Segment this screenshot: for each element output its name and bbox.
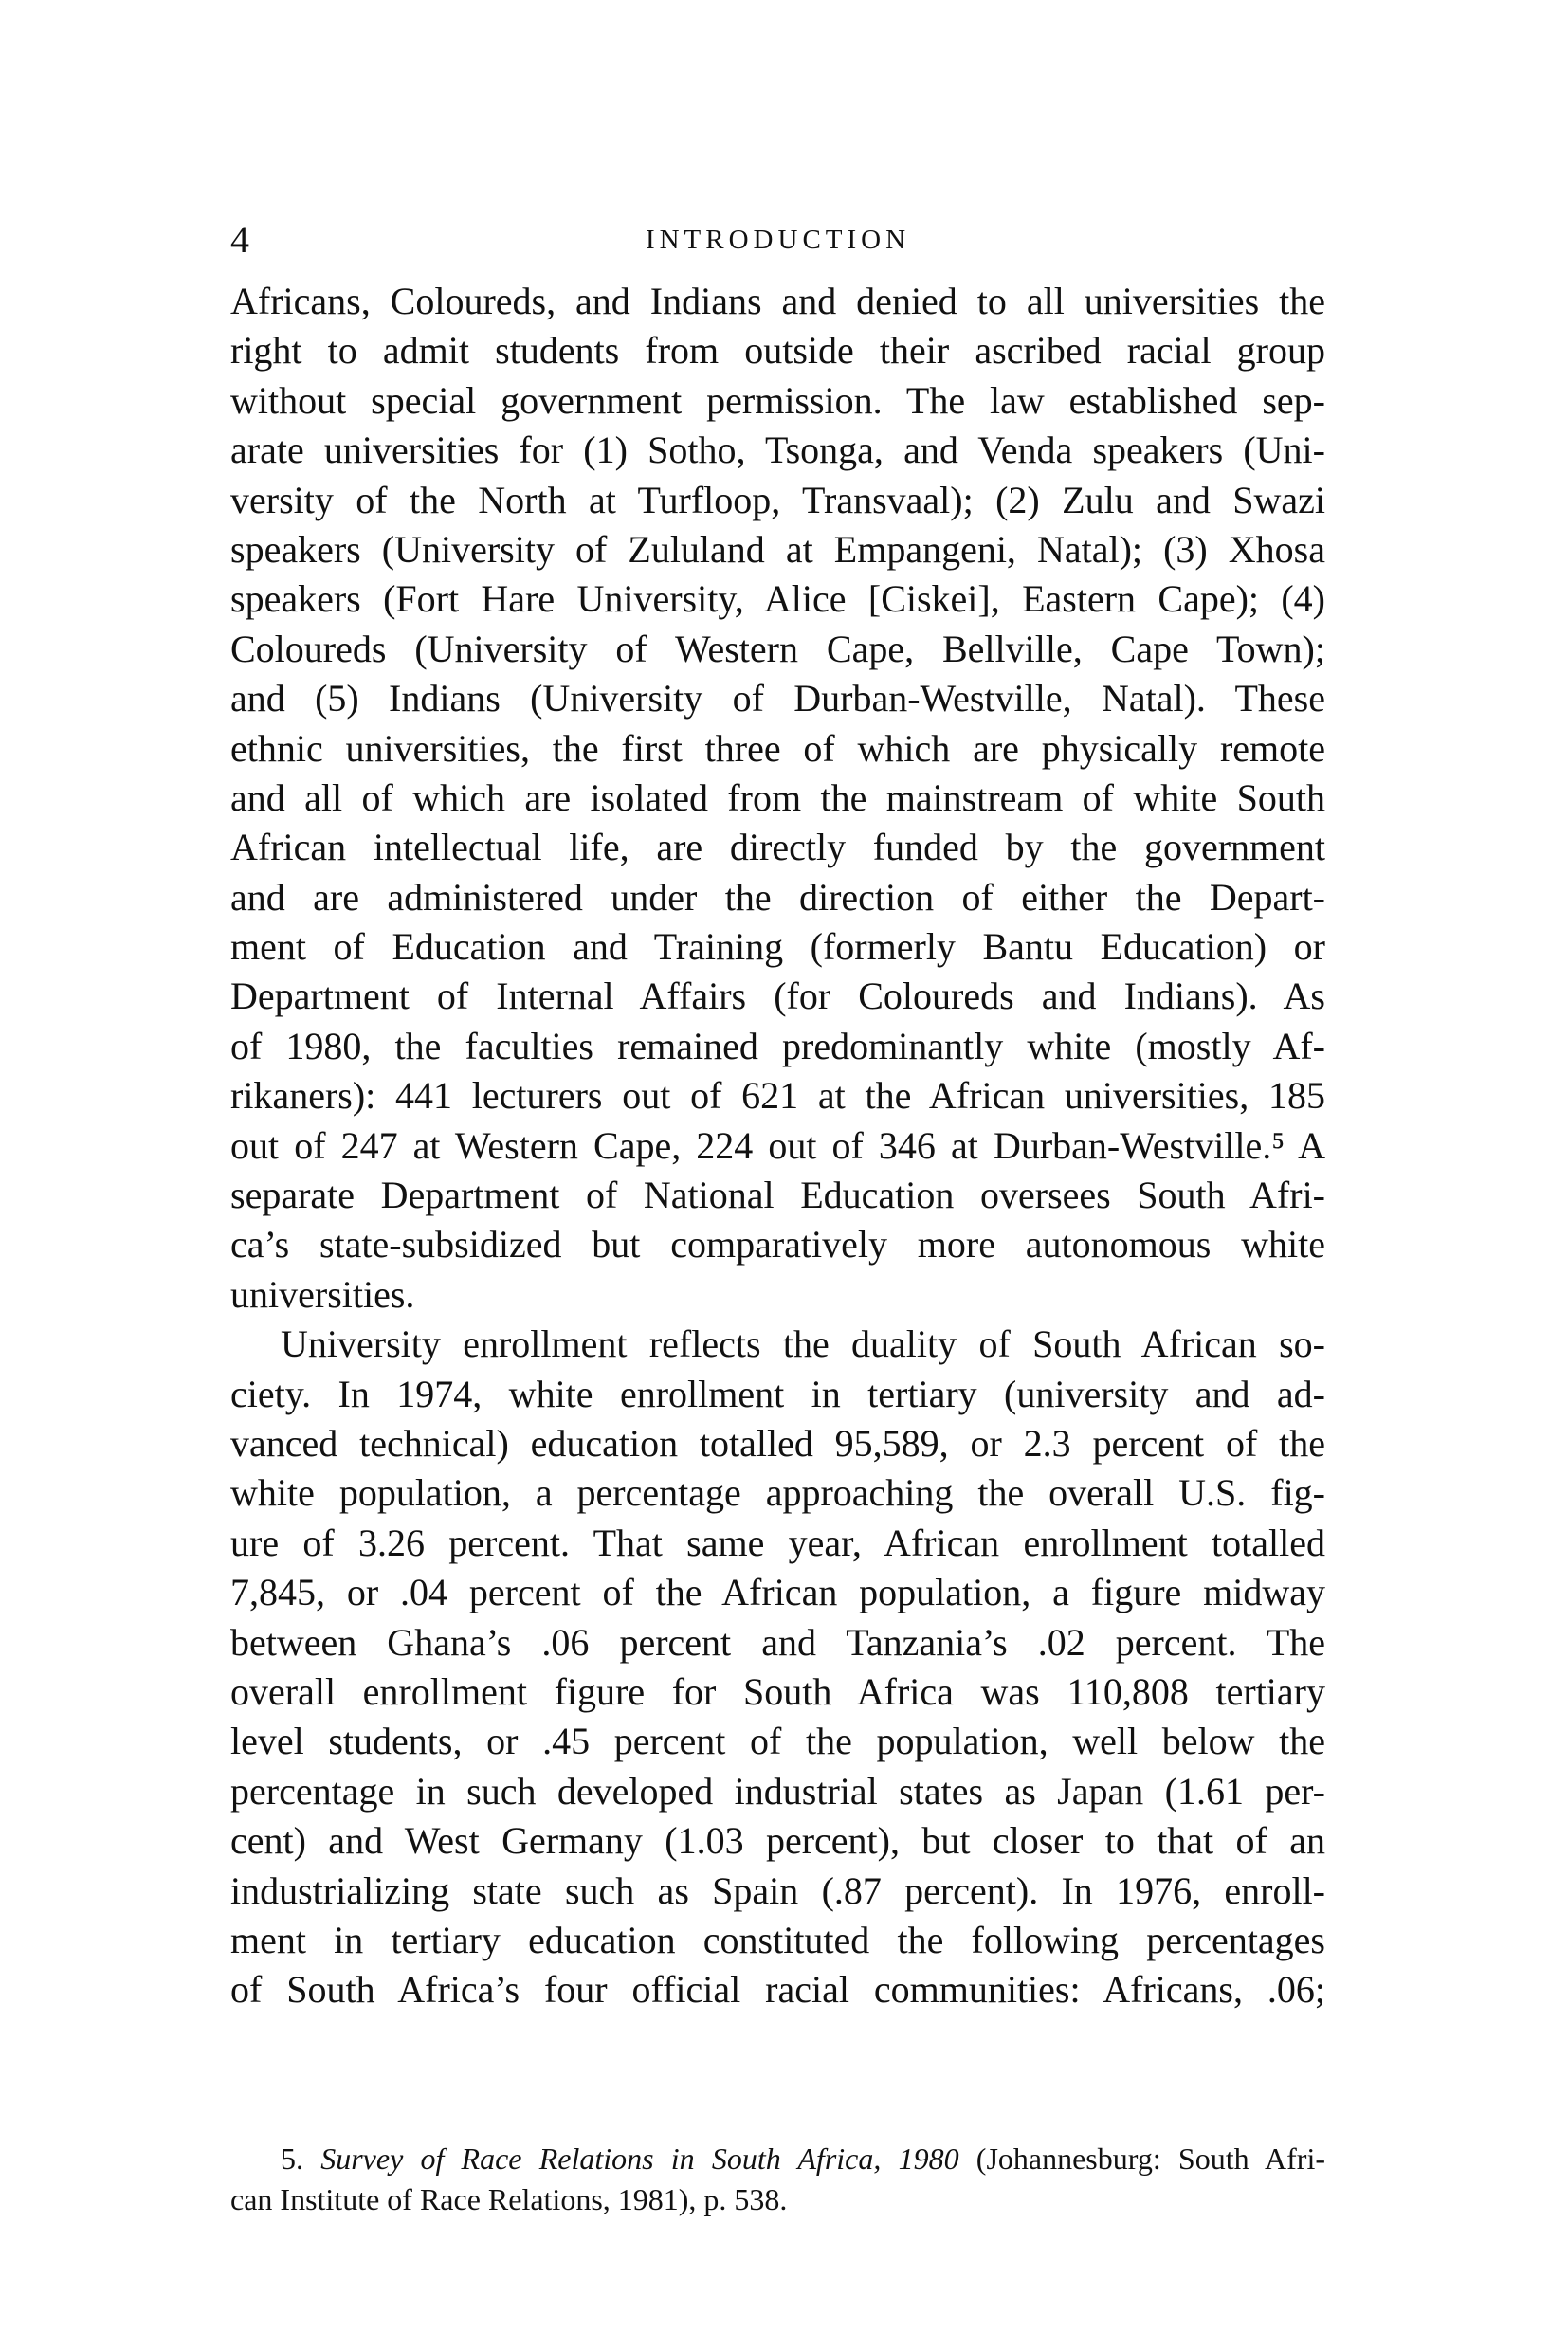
text-line: percentage in such developed industrial states as Japan (1.61 per- — [230, 1769, 1325, 1813]
text-line: level students, or .45 percent of the population, well below the — [230, 1720, 1325, 1763]
text-line: ure of 3.26 percent. That same year, African enrollment totalled — [230, 1521, 1325, 1564]
text-line: industrializing state such as Spain (.87 percent). In 1976, enroll- — [230, 1868, 1325, 1912]
text-line: right to admit students from outside their ascribed racial group — [230, 329, 1325, 373]
text-line: speakers (University of Zululand at Empangeni, Natal); (3) Xhosa — [230, 527, 1325, 571]
text-line: versity of the North at Turfloop, Transvaal); (2) Zulu and Swazi — [230, 478, 1325, 521]
text-line: ment of Education and Training (formerly Bantu Education) or — [230, 925, 1325, 969]
text-line: ment in tertiary education constituted the following percentages — [230, 1918, 1325, 1961]
text-line: cent) and West Germany (1.03 percent), but closer to that of an — [230, 1819, 1325, 1863]
text-line: arate universities for (1) Sotho, Tsonga, and Venda speakers (Uni- — [230, 428, 1325, 472]
text-line: and are administered under the direction of either the Depart- — [230, 875, 1325, 919]
running-head: INTRODUCTION — [645, 225, 911, 255]
text-line: ethnic universities, the first three of which are physically remote — [230, 726, 1325, 770]
text-line: universities. — [230, 1272, 415, 1316]
page-header — [230, 211, 1325, 268]
footnote-text: (Johannesburg: South Afri- — [975, 2141, 1326, 2176]
text-line: African intellectual life, are directly funded by the government — [230, 826, 1325, 869]
text-line: Department of Internal Affairs (for Coloureds and Indians). As — [230, 975, 1325, 1018]
text-line: 7,845, or .04 percent of the African population, a figure midway — [230, 1571, 1325, 1614]
text-line: and all of which are isolated from the mainstream of white South — [230, 775, 1325, 819]
text-line: overall enrollment figure for South Africa was 110,808 tertiary — [230, 1669, 1325, 1713]
text-line: of South Africa’s four official racial communities: Africans, .06; — [230, 1968, 1325, 2012]
text-line: ciety. In 1974, white enrollment in tertiary (university and ad- — [230, 1372, 1325, 1415]
text-line: and (5) Indians (University of Durban-Westville, Natal). These — [230, 677, 1325, 720]
text-line: vanced technical) education totalled 95,589, or 2.3 percent of the — [230, 1421, 1325, 1465]
footnote — [230, 2139, 1325, 2220]
footnote-line: can Institute of Race Relations, 1981), p. 538. — [230, 2182, 788, 2216]
text-line: University enrollment reflects the duality of South African so- — [281, 1322, 1325, 1366]
text-line: out of 247 at Western Cape, 224 out of 346 at Durban-Westville.⁵ A — [230, 1123, 1325, 1167]
footnote-source-title: Survey of Race Relations in South Africa, 1980 — [320, 2141, 959, 2176]
text-line: speakers (Fort Hare University, Alice [Ciskei], Eastern Cape); (4) — [230, 577, 1325, 621]
footnote-line — [230, 2139, 1325, 2179]
text-line: between Ghana’s .06 percent and Tanzania’s .02 percent. The — [230, 1620, 1325, 1664]
text-line: rikaners): 441 lecturers out of 621 at the African universities, 185 — [230, 1074, 1325, 1118]
text-line: separate Department of National Education oversees South Afri- — [230, 1174, 1325, 1217]
page-number: 4 — [230, 218, 249, 261]
text-line: without special government permission. The law established sep- — [230, 378, 1325, 422]
footnote-number: 5. — [281, 2141, 303, 2176]
text-line: Africans, Coloureds, and Indians and denied to all universities the — [230, 280, 1325, 322]
text-line: ca’s state-subsidized but comparatively more autonomous white — [230, 1223, 1325, 1267]
text-line: white population, a percentage approaching the overall U.S. fig- — [230, 1471, 1325, 1515]
text-line: Coloureds (University of Western Cape, Bellville, Cape Town); — [230, 627, 1325, 670]
text-line: of 1980, the faculties remained predominantly white (mostly Af- — [230, 1024, 1325, 1067]
body-text — [230, 277, 1325, 2015]
